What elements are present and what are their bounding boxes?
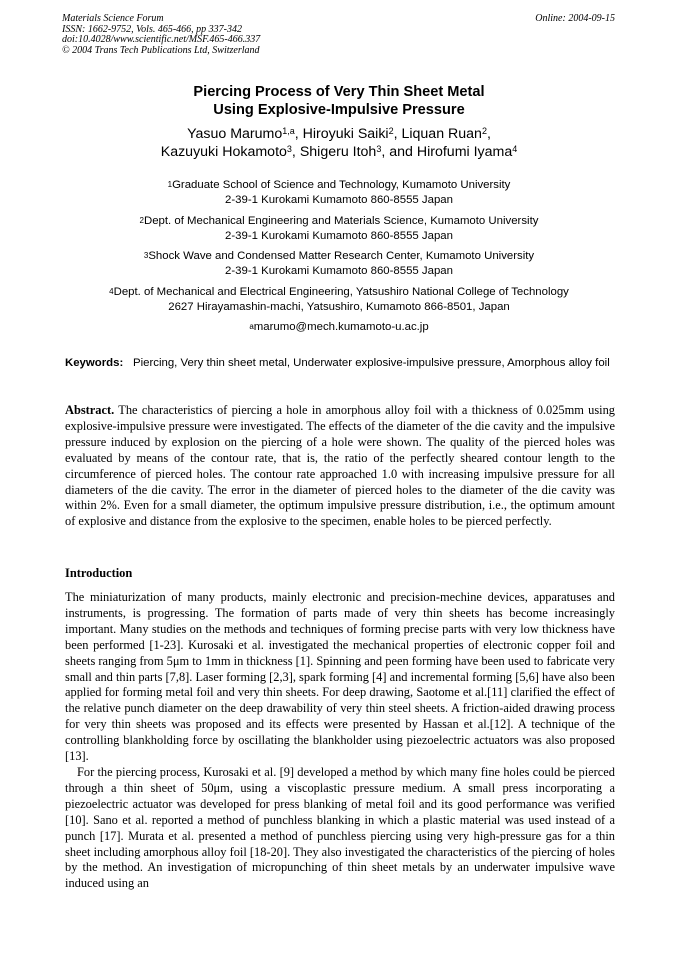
keywords-block (65, 356, 615, 371)
affiliation (0, 178, 678, 209)
title-line-1: Piercing Process of Very Thin Sheet Metal (193, 84, 485, 100)
paragraph: The miniaturization of many products, mainly electronic and precision-mechine devices, apparatuses and instruments, is progressing. The formation of parts made of very thin sheets has become increasingly important. Many studies on the methods and techniques of forming precise parts with very low thickness have been performed [1-23]. Kurosaki et al. investigated the mechanical properties of electronic copper foil and sheets ranging from 5μm to 1mm in thickness [1]. Spinning and peen forming have been used to fabricate very small and thin parts [7,8]. Laser forming [2,3], spark forming [4] and incremental forming [5,6] have also been applied for forming metal foil and very thin sheets. For deep drawing, Saotome et al.[11] clarified the effect of the relative punch diameter on the deep drawability of very thin steel sheets. A friction-aided drawing process for very thin sheets was proposed and its effects were presented by Hassan et al.[12]. A technique of the controlling blankholding force by oscillating the blankholder using piezoelectric actuators was also proposed [13]. (65, 590, 615, 764)
abstract-label: Abstract. (65, 403, 115, 417)
affiliation-line: Dept. of Mechanical Engineering and Materials Science, Kumamoto University (144, 214, 539, 227)
affiliation-address: 2-39-1 Kurokami Kumamoto 860-8555 Japan (225, 229, 453, 242)
author-sup: 2 (481, 126, 487, 136)
doi-line: doi:10.4028/www.scientific.net/MSF.465-466.337 (62, 34, 261, 46)
author-name: Shigeru Itoh (299, 144, 377, 160)
title-line-2: Using Explosive-Impulsive Pressure (213, 102, 465, 118)
affiliation-sup: 2 (139, 215, 144, 225)
affiliation-line: Shock Wave and Condensed Matter Research Center, Kumamoto University (148, 250, 535, 263)
author-list (0, 125, 678, 161)
affiliation-sup: 3 (143, 251, 149, 261)
affiliation-sup: 4 (109, 286, 114, 296)
author-sup: 1,a (282, 126, 295, 136)
author-sup: 3 (376, 144, 382, 154)
email-address: marumo@mech.kumamoto-u.ac.jp (253, 321, 429, 334)
author-name: Hirofumi Iyama (416, 144, 513, 160)
author-sup: 4 (512, 144, 518, 154)
contact-email (0, 320, 678, 335)
copyright-line: © 2004 Trans Tech Publications Ltd, Switzerland (62, 44, 260, 56)
email-sup: a (249, 322, 254, 332)
paragraph: For the piercing process, Kurosaki et al. [9] developed a method by which many fine holes could be pierced through a thin sheet of 50μm, using a viscoplastic pressure medium. A small press incorporating a piezoelectric actuator was developed for press blanking of metal foil and its good performance was verified [10]. Sano et al. reported a method of punchless blanking in which a plastic material was used instead of a punch [17]. Murata et al. presented a method of punchless piercing using very high-pressure gas for a thin sheet including amorphous alloy foil [18-20]. They also investigated the characteristics of the piercing of holes by the method. An investigation of micropunching of thin sheet metals by an underwater impulsive wave induced using an (65, 764, 615, 891)
affiliation (0, 249, 678, 280)
online-date: Online: 2004-09-15 (535, 13, 615, 24)
journal-name: Materials Science Forum (62, 13, 164, 24)
keywords-text: Piercing, Very thin sheet metal, Underwater explosive-impulsive pressure, Amorphous alloy foil (133, 357, 610, 369)
affiliation-line: Graduate School of Science and Technology, Kumamoto University (172, 179, 511, 191)
author-name: Yasuo Marumo (187, 126, 283, 142)
affiliation-address: 2-39-1 Kurokami Kumamoto 860-8555 Japan (225, 265, 453, 278)
authors-line-1: Yasuo Marumo$^{1,a}$, Hiroyuki Saiki$^2$, Liquan Ruan$^2$, (187, 126, 491, 142)
author-name: Kazuyuki Hokamoto (160, 144, 287, 160)
affiliation-line: Dept. of Mechanical and Electrical Engineering, Yatsushiro National College of Technology (113, 285, 569, 298)
journal-header (62, 14, 260, 56)
affiliation (0, 285, 678, 316)
authors-line-2: Kazuyuki Hokamoto$^3$, Shigeru Itoh$^3$, and Hirofumi Iyama$^4$ (160, 144, 518, 160)
affiliation-address: 2-39-1 Kurokami Kumamoto 860-8555 Japan (225, 194, 453, 207)
affiliation-list (0, 178, 678, 336)
affiliation (0, 214, 678, 245)
author-name: Liquan Ruan (401, 126, 482, 142)
paper-title (0, 83, 678, 119)
issn-line: ISSN: 1662-9752, Vols. 465-466, pp 337-342 (62, 23, 242, 35)
affiliation-address: 2627 Hirayamashin-machi, Yatsushiro, Kumamoto 866-8501, Japan (168, 301, 510, 314)
abstract-text: The characteristics of piercing a hole in amorphous alloy foil with a thickness of 0.025mm using explosive-impulsive pressure were investigated. The effects of the diameter of the die cavity and the impulsive pressure induced by explosion on the piercing of a hole were shown. The quality of the pierced holes was evaluated by means of the contour rate, that is, the ratio of the perfectly sheared contour length to the circumference of pierced holes. The contour rate approached 1.0 with increasing impulsive pressure for all diameters of the die cavity. The error in the diameter of pierced holes to the diameter of the die cavity was within 2%. Even for a small diameter, the optimum impulsive pressure distribution, i.e., the optimum amount of explosive and distance from the explosive to the specimen, enable holes to be pierced perfectly. (65, 403, 615, 529)
affiliation-sup: 1 (167, 180, 173, 189)
abstract (65, 403, 615, 530)
section-heading: Introduction (65, 566, 133, 580)
keywords-label: Keywords: (65, 357, 124, 369)
author-sup: 2 (388, 126, 394, 136)
author-name: Hiroyuki Saiki (302, 126, 389, 142)
introduction-body (65, 590, 615, 892)
author-sup: 3 (286, 144, 292, 154)
